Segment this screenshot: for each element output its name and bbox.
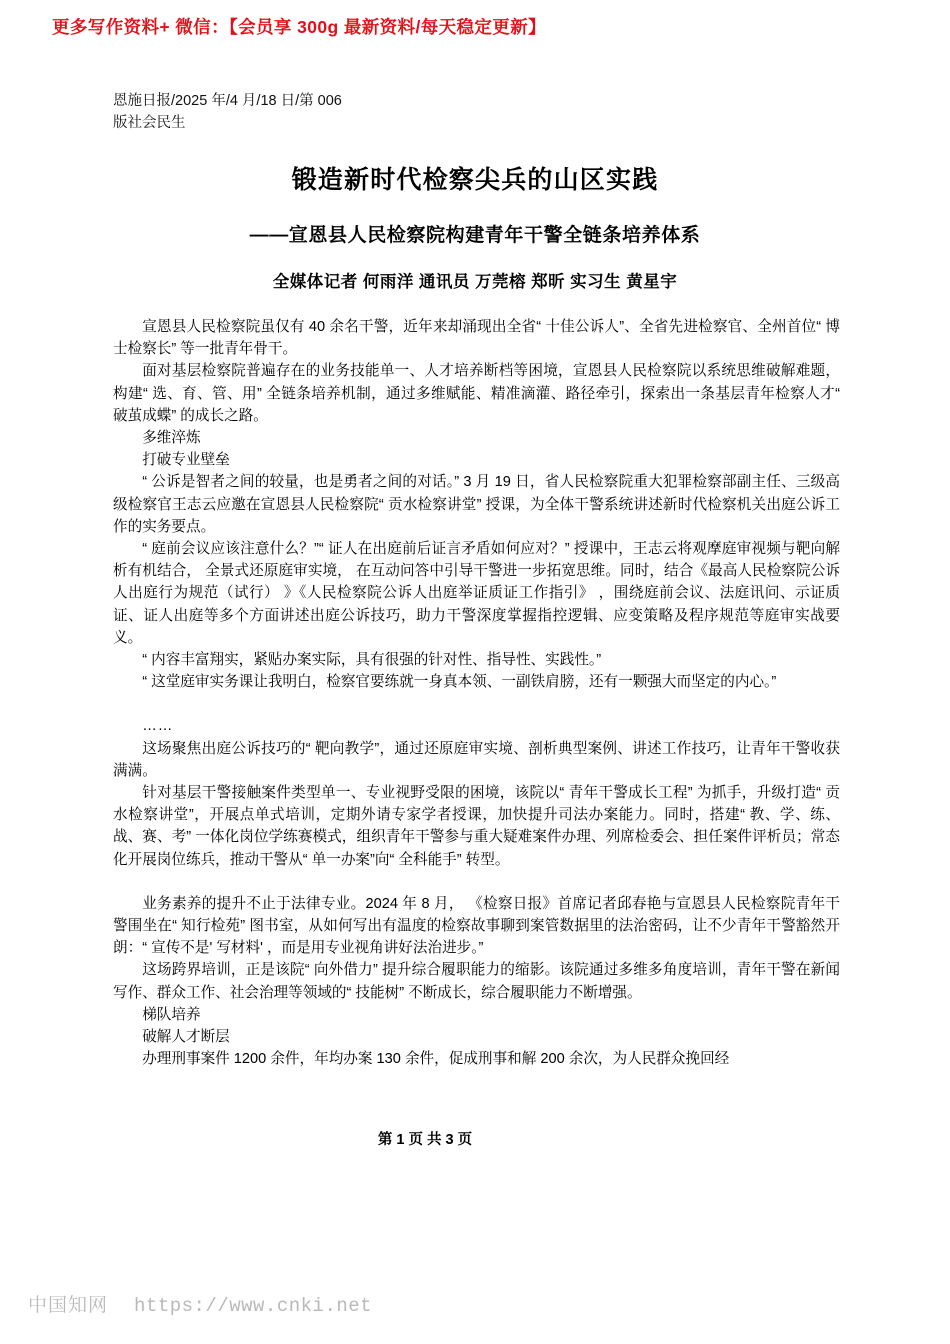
article-body	[113, 316, 840, 1071]
cnki-watermark	[28, 1290, 372, 1317]
masthead-line-2: 版社会民生	[113, 115, 186, 131]
paragraph: 办理刑事案件 1200 余件，年均办案 130 余件，促成刑事和解 200 余次，为人民群众挽回经	[142, 1051, 730, 1068]
paragraph: “ 这堂庭审实务课让我明白，检察官要练就一身真本领、一副铁肩膀，还有一颗强大而坚定的内心。”	[142, 674, 777, 691]
section-heading: 多维淬炼	[142, 430, 201, 447]
cnki-name-label: 中国知网	[28, 1295, 109, 1316]
page-number-footer: 第 1 页 共 3 页	[377, 1132, 473, 1148]
masthead	[113, 90, 533, 134]
paragraph: 宣恩县人民检察院虽仅有 40 余名干警，近年来却涌现出全省“ 十佳公诉人”、全省先进检察官、全州首位“ 博士检察长” 等一批青年骨干。	[113, 319, 840, 358]
paragraph: “ 公诉是智者之间的较量，也是勇者之间的对话。” 3 月 19 日，省人民检察院重大犯罪检察部副主任、三级高级检察官王志云应邀在宣恩县人民检察院“ 贡水检察讲堂” 授课，为全体干警系统讲述新时代检察机关出庭公诉工作的实务要点。	[113, 474, 840, 535]
paragraph: 这场聚焦出庭公诉技巧的“ 靶向教学”，通过还原庭审实境、剖析典型案例、讲述工作技巧，让青年干警收获满满。	[113, 740, 840, 779]
section-heading: 打破专业壁垒	[142, 452, 230, 469]
paragraph: 业务素养的提升不止于法律专业。2024 年 8 月， 《检察日报》首席记者邱春艳与宣恩县人民检察院青年干警围坐在“ 知行检苑” 图书室，从如何写出有温度的检察故事聊到案管数据里的法治密码，让不少青年干警豁然开朗：“ 宣传不是' 写材料' ，而是用专业视角讲好法治进步。”	[113, 895, 840, 957]
page-title: 锻造新时代检察尖兵的山区实践	[291, 166, 659, 194]
paragraph: “ 内容丰富翔实，紧贴办案实际，具有很强的针对性、指导性、实践性。”	[142, 652, 602, 669]
masthead-line-1: 恩施日报/2025 年/4 月/18 日/第 006	[113, 93, 342, 109]
promo-banner: 更多写作资料+ 微信：【会员享 300g 最新资料/每天稳定更新】	[52, 17, 547, 37]
cnki-url-label: https://www.cnki.net	[134, 1295, 373, 1317]
section-heading: 梯队培养	[142, 1006, 201, 1023]
article-byline: 全媒体记者 何雨洋 通讯员 万莞榕 郑昕 实习生 黄星宇	[272, 273, 678, 291]
paragraph: “ 庭前会议应该注意什么？”“ 证人在出庭前后证言矛盾如何应对？” 授课中，王志云将观摩庭审视频与靶向解析有机结合， 全景式还原庭审实境， 在互动问答中引导干警进一步拓宽思维。同时，结合《最高人民检察院公诉人出庭行为规范（试行） 》《人民检察院公诉人出庭举证质证工作指引》 ，围绕庭前会议、法庭讯问、示证质证、证人出庭等多个方面讲述出庭公诉技巧，助力干警深度掌握指控逻辑、应变策略及程序规范等庭审实战要义。	[113, 541, 840, 646]
paragraph: 面对基层检察院普遍存在的业务技能单一、人才培养断档等困境，宣恩县人民检察院以系统思维破解难题，构建“ 选、育、管、用” 全链条培养机制，通过多维赋能、精准滴灌、路径牵引，探索出一条基层青年检察人才“ 破茧成蝶” 的成长之路。	[113, 363, 840, 424]
paragraph: 这场跨界培训，正是该院“ 向外借力” 提升综合履职能力的缩影。该院通过多维多角度培训，青年干警在新闻写作、群众工作、社会治理等领域的“ 技能树” 不断成长，综合履职能力不断增强。	[113, 962, 840, 1001]
page-subtitle: ——宣恩县人民检察院构建青年干警全链条培养体系	[249, 225, 701, 246]
section-heading: 破解人才断层	[142, 1029, 230, 1046]
ellipsis-line: ……	[142, 718, 174, 735]
paragraph: 针对基层干警接触案件类型单一、专业视野受限的困境，该院以“ 青年干警成长工程” 为抓手，升级打造“ 贡水检察讲堂”，开展点单式培训，定期外请专家学者授课，加快提升司法办案能力。同时，搭建“ 教、学、练、战、赛、考” 一体化岗位学练赛模式，组织青年干警参与重大疑难案件办理、列席检委会、担任案件评析员；常态化开展岗位练兵，推动干警从“ 单一办案”向“ 全科能手” 转型。	[113, 785, 840, 868]
